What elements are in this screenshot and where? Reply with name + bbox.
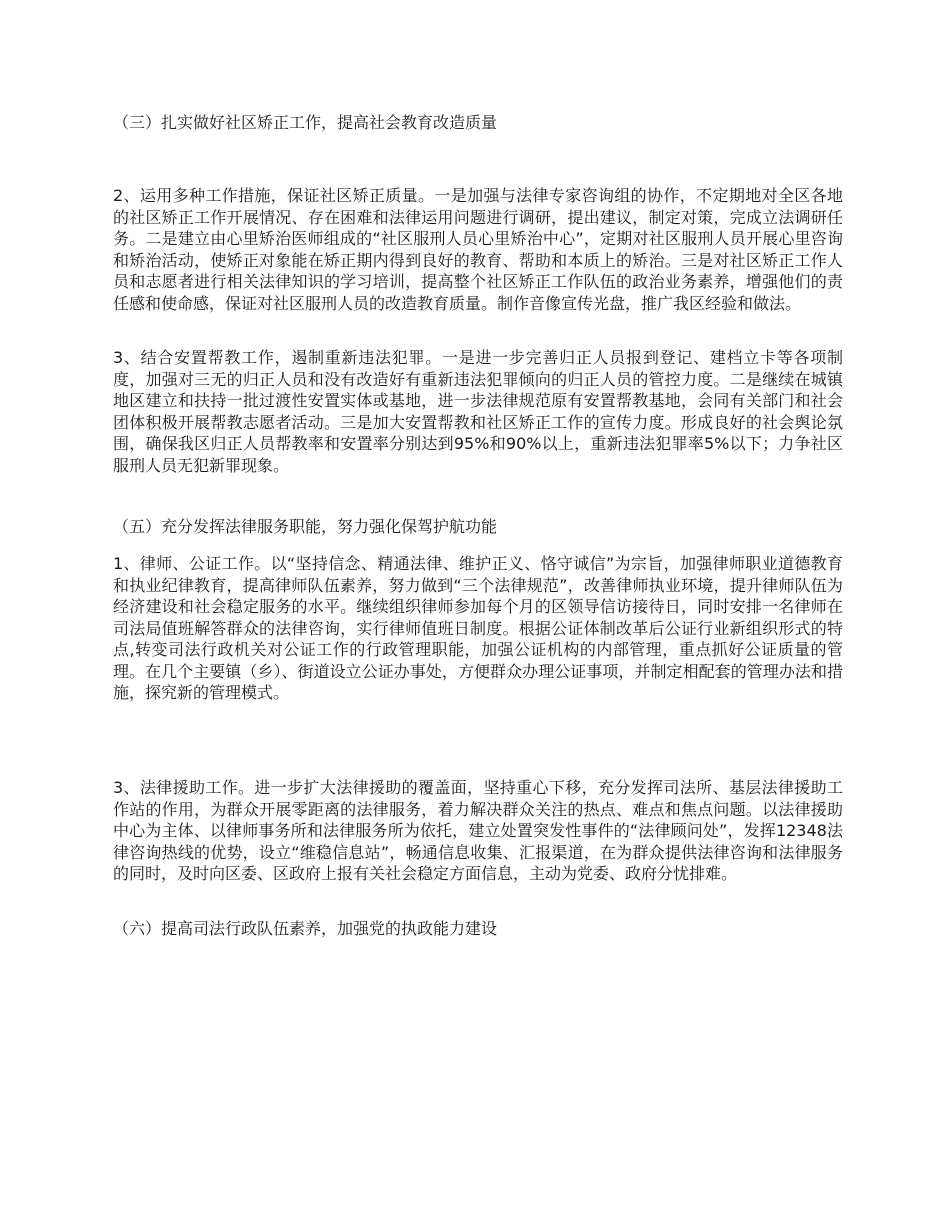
paragraph-community-correction-measures: 2、运用多种工作措施，保证社区矫正质量。一是加强与法律专家咨询组的协作，不定期地对全区各地的社区矫正工作开展情况、存在困难和法律运用问题进行调研，提出建议，制定对策，完成立法调研任务。二是建立由心里矫治医师组成的“社区服刑人员心里矫治中心”，定期对社区服刑人员开展心里咨询和矫治活动，使矫正对象能在矫正期内得到良好的教育、帮助和本质上的矫治。三是对社区矫正工作人员和志愿者进行相关法律知识的学习培训，提高整个社区矫正工作队伍的政治业务素养，增强他们的责任感和使命感，保证对社区服刑人员的改造教育质量。制作音像宣传光盘，推广我区经验和做法。 (113, 186, 843, 313)
section-heading-3: （三）扎实做好社区矫正工作，提高社会教育改造质量 (113, 113, 498, 132)
paragraph-resettlement-assistance: 3、结合安置帮教工作，遏制重新违法犯罪。一是进一步完善归正人员报到登记、建档立卡等各项制度，加强对三无的归正人员和没有改造好有重新违法犯罪倾向的归正人员的管控力度。二是继续在城镇地区建立和扶持一批过渡性安置实体或基地，进一步法律规范原有安置帮教基地，会同有关部门和社会团体积极开展帮教志愿者活动。三是加大安置帮教和社区矫正工作的宣传力度。形成良好的社会舆论氛围，确保我区归正人员帮教率和安置率分别达到95%和90%以上，重新违法犯罪率5%以下；力争社区服刑人员无犯新罪现象。 (113, 348, 843, 475)
paragraph-legal-aid-work: 3、法律援助工作。进一步扩大法律援助的覆盖面，坚持重心下移，充分发挥司法所、基层法律援助工作站的作用，为群众开展零距离的法律服务，着力解决群众关注的热点、难点和焦点问题。以法律援助中心为主体、以律师事务所和法律服务所为依托，建立处置突发性事件的“法律顾问处”，发挥12348法律咨询热线的优势，设立“维稳信息站”，畅通信息收集、汇报渠道，在为群众提供法律咨询和法律服务的同时，及时向区委、区政府上报有关社会稳定方面信息，主动为党委、政府分忧排难。 (113, 778, 843, 883)
section-heading-5: （五）充分发挥法律服务职能，努力强化保驾护航功能 (113, 517, 498, 536)
paragraph-lawyer-notary-work: 1、律师、公证工作。以“坚持信念、精通法律、维护正义、恪守诚信”为宗旨，加强律师职业道德教育和执业纪律教育，提高律师队伍素养，努力做到“三个法律规范”，改善律师执业环境，提升律师队伍为经济建设和社会稳定服务的水平。继续组织律师参加每个月的区领导信访接待日，同时安排一名律师在司法局值班解答群众的法律咨询，实行律师值班日制度。根据公证体制改革后公证行业新组织形式的特点,转变司法行政机关对公证工作的行政管理职能，加强公证机构的内部管理，重点抓好公证质量的管理。在几个主要镇（乡）、街道设立公证办事处，方便群众办理公证事项，并制定相配套的管理办法和措施，探究新的管理模式。 (113, 554, 843, 702)
section-heading-6: （六）提高司法行政队伍素养，加强党的执政能力建设 (113, 919, 498, 938)
